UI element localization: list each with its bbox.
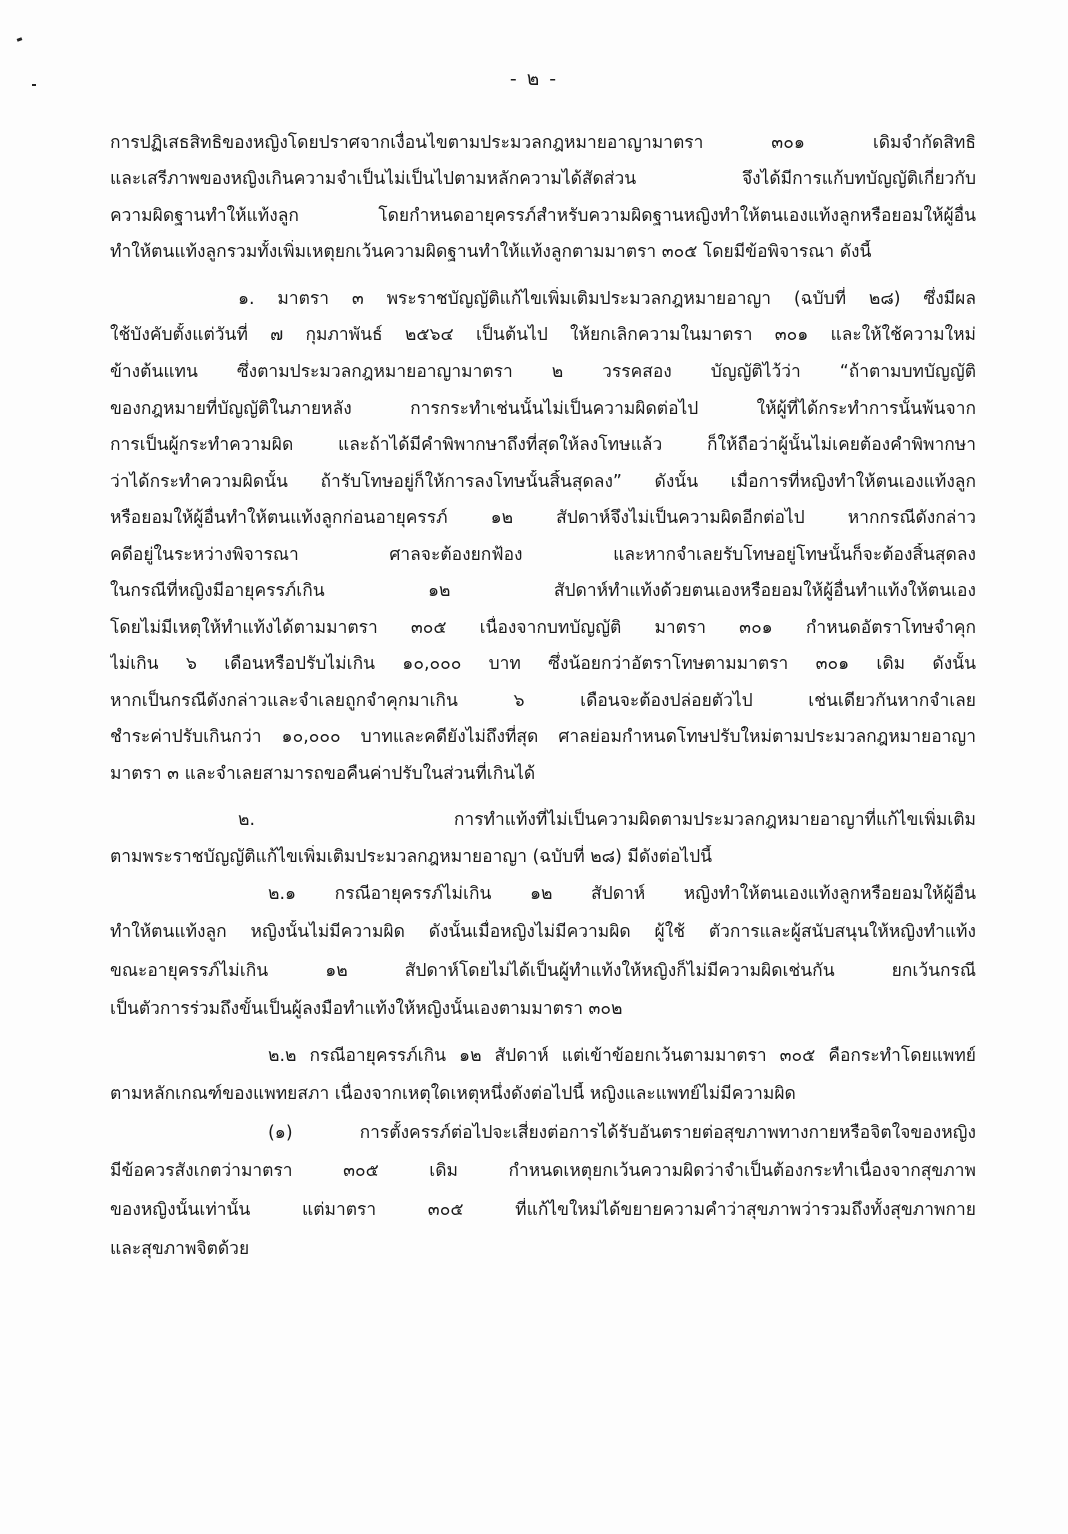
paragraph-line: และเสรีภาพของหญิงเกินความจำเป็นไม่เป็นไปตามหลักความได้สัดส่วน จึงได้มีการแก้บทบัญญัติเกี่ยวกับ bbox=[110, 169, 976, 189]
paragraph-line: ความผิดฐานทำให้แท้งลูก โดยกำหนดอายุครรภ์สำหรับความผิดฐานหญิงทำให้ตนเองแท้งลูกหรือยอมให้ผู้อื่น bbox=[110, 206, 976, 226]
paragraph-line: และสุขภาพจิตด้วย bbox=[110, 1239, 250, 1259]
paragraph-line: โดยไม่มีเหตุให้ทำแท้งได้ตามมาตรา ๓๐๕ เนื่องจากบทบัญญัติ มาตรา ๓๐๑ กำหนดอัตราโทษจำคุก bbox=[110, 618, 976, 638]
paragraph-line: ว่าได้กระทำความผิดนั้น ถ้ารับโทษอยู่ก็ให้การลงโทษนั้นสิ้นสุดลง” ดังนั้น เมื่อการที่หญิงทำให้ตนเองแท้งลูก bbox=[110, 472, 976, 492]
paragraph-line: ตามหลักเกณฑ์ของแพทยสภา เนื่องจากเหตุใดเหตุหนึ่งดังต่อไปนี้ หญิงและแพทย์ไม่มีความผิด bbox=[110, 1084, 796, 1104]
paragraph-line: หรือยอมให้ผู้อื่นทำให้ตนแท้งลูกก่อนอายุครรภ์ ๑๒ สัปดาห์จึงไม่เป็นความผิดอีกต่อไป หากกรณีดังกล่าว bbox=[110, 508, 976, 528]
paragraph-line: ๒.๑ กรณีอายุครรภ์ไม่เกิน ๑๒ สัปดาห์ หญิงทำให้ตนเองแท้งลูกหรือยอมให้ผู้อื่น bbox=[268, 884, 976, 904]
paragraph-line: การปฏิเสธสิทธิของหญิงโดยปราศจากเงื่อนไขตามประมวลกฎหมายอาญามาตรา ๓๐๑ เดิมจำกัดสิทธิ bbox=[110, 133, 976, 153]
paragraph-line: มีข้อควรสังเกตว่ามาตรา ๓๐๕ เดิม กำหนดเหตุยกเว้นความผิดว่าจำเป็นต้องกระทำเนื่องจากสุขภาพ bbox=[110, 1161, 976, 1181]
paragraph-line: ทำให้ตนแท้งลูก หญิงนั้นไม่มีความผิด ดังนั้นเมื่อหญิงไม่มีความผิด ผู้ใช้ ตัวการและผู้สนับสนุนให้หญิงทำแท้ง bbox=[110, 922, 976, 942]
paragraph-line: ๑. มาตรา ๓ พระราชบัญญัติแก้ไขเพิ่มเติมประมวลกฎหมายอาญา (ฉบับที่ ๒๘) ซึ่งมีผล bbox=[238, 289, 976, 309]
paragraph-line: ทำให้ตนแท้งลูกรวมทั้งเพิ่มเหตุยกเว้นความผิดฐานทำให้แท้งลูกตามมาตรา ๓๐๕ โดยมีข้อพิจารณา ดังนี้ bbox=[110, 242, 872, 262]
paragraph-line: ของหญิงนั้นเท่านั้น แต่มาตรา ๓๐๕ ที่แก้ไขใหม่ได้ขยายความคำว่าสุขภาพว่ารวมถึงทั้งสุขภาพกาย bbox=[110, 1200, 976, 1220]
paragraph-line: ไม่เกิน ๖ เดือนหรือปรับไม่เกิน ๑๐,๐๐๐ บาท ซึ่งน้อยกว่าอัตราโทษตามมาตรา ๓๐๑ เดิม ดังนั้น bbox=[110, 654, 976, 674]
paragraph-line: ชำระค่าปรับเกินกว่า ๑๐,๐๐๐ บาทและคดียังไม่ถึงที่สุด ศาลย่อมกำหนดโทษปรับใหม่ตามประมวลกฎหมายอาญา bbox=[110, 727, 976, 747]
paragraph-line: ในกรณีที่หญิงมีอายุครรภ์เกิน ๑๒ สัปดาห์ทำแท้งด้วยตนเองหรือยอมให้ผู้อื่นทำแท้งให้ตนเอง bbox=[110, 581, 976, 601]
page-number: - ๒ - bbox=[509, 68, 559, 90]
paragraph-line: (๑) การตั้งครรภ์ต่อไปจะเสี่ยงต่อการได้รับอันตรายต่อสุขภาพทางกายหรือจิตใจของหญิง bbox=[268, 1123, 976, 1143]
paragraph-line: ข้างต้นแทน ซึ่งตามประมวลกฎหมายอาญามาตรา ๒ วรรคสอง บัญญัติไว้ว่า “ถ้าตามบทบัญญัติ bbox=[110, 362, 976, 382]
paragraph-line: การเป็นผู้กระทำความผิด และถ้าได้มีคำพิพากษาถึงที่สุดให้ลงโทษแล้ว ก็ให้ถือว่าผู้นั้นไม่เคยต้องคำพิพากษา bbox=[110, 435, 976, 455]
paragraph-line: ตามพระราชบัญญัติแก้ไขเพิ่มเติมประมวลกฎหมายอาญา (ฉบับที่ ๒๘) มีดังต่อไปนี้ bbox=[110, 847, 713, 867]
paragraph-line: ของกฎหมายที่บัญญัติในภายหลัง การกระทำเช่นนั้นไม่เป็นความผิดต่อไป ให้ผู้ที่ได้กระทำการนั้นพ้นจาก bbox=[110, 399, 976, 419]
paragraph-line: ๒.๒ กรณีอายุครรภ์เกิน ๑๒ สัปดาห์ แต่เข้าข้อยกเว้นตามมาตรา ๓๐๕ คือกระทำโดยแพทย์ bbox=[268, 1046, 976, 1066]
paragraph-line: ขณะอายุครรภ์ไม่เกิน ๑๒ สัปดาห์โดยไม่ได้เป็นผู้ทำแท้งให้หญิงก็ไม่มีความผิดเช่นกัน ยกเว้นกรณี bbox=[110, 961, 976, 981]
paragraph-line: มาตรา ๓ และจำเลยสามารถขอคืนค่าปรับในส่วนที่เกินได้ bbox=[110, 764, 536, 784]
paragraph-line: คดีอยู่ในระหว่างพิจารณา ศาลจะต้องยกฟ้อง และหากจำเลยรับโทษอยู่โทษนั้นก็จะต้องสิ้นสุดลง bbox=[110, 545, 976, 565]
paragraph-line: ใช้บังคับตั้งแต่วันที่ ๗ กุมภาพันธ์ ๒๕๖๔ เป็นต้นไป ให้ยกเลิกความในมาตรา ๓๐๑ และให้ใช้ความใหม่ bbox=[110, 325, 976, 345]
scan-mark bbox=[17, 37, 23, 42]
paragraph-line: ๒. การทำแท้งที่ไม่เป็นความผิดตามประมวลกฎหมายอาญาที่แก้ไขเพิ่มเติม bbox=[238, 810, 976, 830]
paragraph-line: เป็นตัวการร่วมถึงขั้นเป็นผู้ลงมือทำแท้งให้หญิงนั้นเองตามมาตรา ๓๐๒ bbox=[110, 999, 623, 1019]
paragraph-line: หากเป็นกรณีดังกล่าวและจำเลยถูกจำคุกมาเกิน ๖ เดือนจะต้องปล่อยตัวไป เช่นเดียวกันหากจำเลย bbox=[110, 691, 976, 711]
